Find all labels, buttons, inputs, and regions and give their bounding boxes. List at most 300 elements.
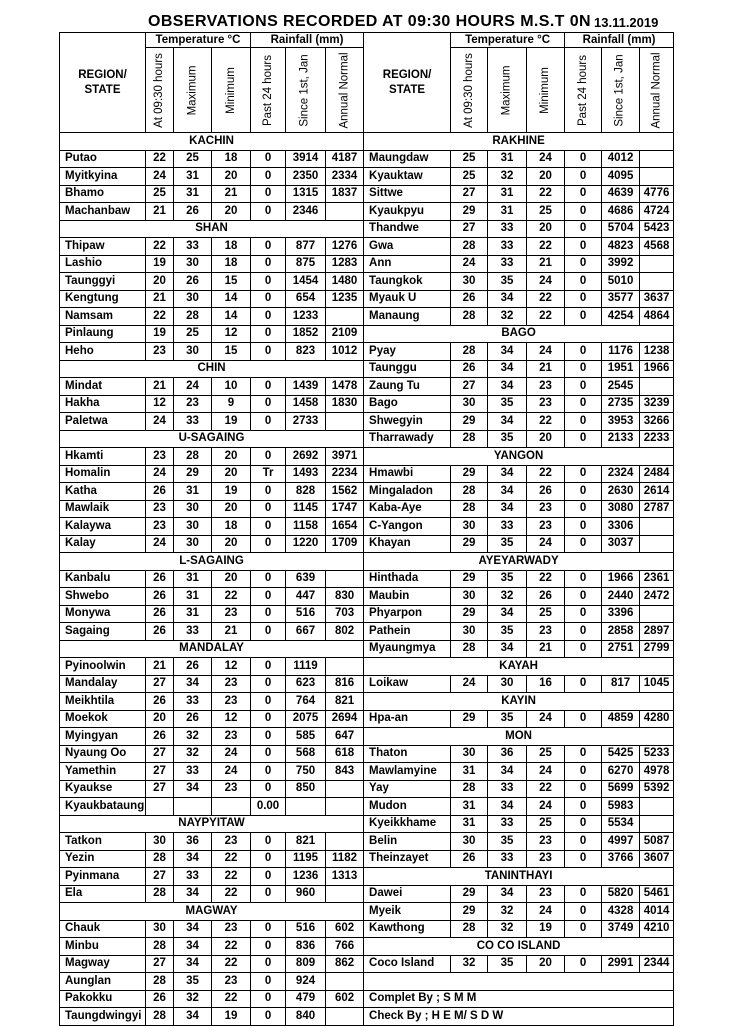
header-row-groups: [60, 33, 674, 48]
station-value: 35: [488, 833, 527, 851]
station-value: Tr: [251, 465, 286, 483]
station-value: [326, 833, 364, 851]
station-value: 2484: [640, 465, 674, 483]
station-value: 9: [212, 395, 251, 413]
station-name: Homalin: [60, 465, 146, 483]
station-value: 22: [212, 588, 251, 606]
station-name: Kawthong: [364, 920, 451, 938]
station-value: 20: [212, 168, 251, 186]
station-value: 602: [326, 920, 364, 938]
station-value: 0: [251, 570, 286, 588]
table-row: [60, 605, 674, 623]
station-name: Ann: [364, 255, 451, 273]
station-value: [640, 798, 674, 816]
station-value: 27: [451, 220, 488, 238]
station-value: 33: [488, 850, 527, 868]
station-name: Paletwa: [60, 413, 146, 431]
station-value: 25: [527, 815, 565, 833]
station-value: 25: [174, 325, 212, 343]
station-value: 24: [212, 745, 251, 763]
station-name: Kengtung: [60, 290, 146, 308]
station-name: Kyauktaw: [364, 168, 451, 186]
station-name: Mindat: [60, 378, 146, 396]
station-value: 24: [527, 535, 565, 553]
station-value: [212, 798, 251, 816]
station-value: 1493: [286, 465, 326, 483]
station-value: 23: [212, 920, 251, 938]
station-name: Taungdwingyi: [60, 1008, 146, 1026]
station-value: 29: [451, 465, 488, 483]
station-value: 2787: [640, 500, 674, 518]
station-value: 31: [174, 605, 212, 623]
station-value: 1480: [326, 273, 364, 291]
station-value: 33: [174, 763, 212, 781]
station-value: [640, 378, 674, 396]
station-value: 30: [451, 588, 488, 606]
table-row: [60, 483, 674, 501]
station-value: 34: [174, 920, 212, 938]
station-name: Kyaukbataung: [60, 798, 146, 816]
station-value: 0: [565, 413, 602, 431]
station-value: 25: [527, 605, 565, 623]
table-row: [60, 728, 674, 746]
station-value: 31: [174, 185, 212, 203]
station-name: Pathein: [364, 623, 451, 641]
table-row: [60, 868, 674, 886]
station-value: 0: [565, 360, 602, 378]
station-value: 0: [565, 483, 602, 501]
station-value: 0: [565, 150, 602, 168]
station-value: 32: [488, 588, 527, 606]
station-value: 30: [174, 290, 212, 308]
table-row: [60, 255, 674, 273]
station-name: Kalaywa: [60, 518, 146, 536]
station-value: 31: [451, 763, 488, 781]
station-value: 4568: [640, 238, 674, 256]
station-value: 31: [451, 815, 488, 833]
table-row: [60, 658, 674, 676]
station-value: 4724: [640, 203, 674, 221]
table-row: [60, 938, 674, 956]
station-value: 0: [565, 675, 602, 693]
station-name: Coco Island: [364, 955, 451, 973]
station-value: 766: [326, 938, 364, 956]
station-name: Taunggu: [364, 360, 451, 378]
station-value: 22: [527, 238, 565, 256]
station-value: 23: [174, 395, 212, 413]
station-value: 29: [451, 570, 488, 588]
station-value: 30: [451, 745, 488, 763]
station-value: 6270: [602, 763, 640, 781]
report-date: 13.11.2019: [594, 15, 659, 30]
station-value: 27: [451, 185, 488, 203]
station-value: 30: [174, 518, 212, 536]
station-value: 25: [527, 203, 565, 221]
station-value: 25: [451, 150, 488, 168]
station-value: 0: [565, 605, 602, 623]
signature-line: Complet By ; S M M: [364, 990, 674, 1008]
station-name: Khayan: [364, 535, 451, 553]
station-value: 34: [488, 378, 527, 396]
table-row: [60, 973, 674, 991]
station-value: 24: [527, 343, 565, 361]
station-value: 0: [565, 203, 602, 221]
blank-cell: [364, 973, 674, 991]
station-name: Myingyan: [60, 728, 146, 746]
station-name: Gwa: [364, 238, 451, 256]
station-value: 0: [251, 518, 286, 536]
table-row: [60, 955, 674, 973]
station-value: 34: [488, 500, 527, 518]
station-name: Bhamo: [60, 185, 146, 203]
station-value: 0: [565, 588, 602, 606]
station-value: 14: [212, 308, 251, 326]
station-name: Kyaukpyu: [364, 203, 451, 221]
station-value: 31: [451, 798, 488, 816]
station-value: 24: [527, 710, 565, 728]
station-value: 34: [488, 360, 527, 378]
station-value: 26: [146, 728, 174, 746]
region-group-header: NAYPYITAW: [60, 815, 364, 833]
station-value: 0: [251, 763, 286, 781]
table-row: [60, 763, 674, 781]
station-value: 5010: [602, 273, 640, 291]
region-group-header: TANINTHAYI: [364, 868, 674, 886]
station-value: 29: [451, 885, 488, 903]
station-value: 24: [146, 168, 174, 186]
station-value: [640, 273, 674, 291]
station-value: 862: [326, 955, 364, 973]
table-row: [60, 360, 674, 378]
station-value: 24: [212, 763, 251, 781]
station-value: 22: [527, 413, 565, 431]
station-value: 0: [565, 168, 602, 186]
station-value: 23: [527, 885, 565, 903]
station-value: 26: [174, 658, 212, 676]
station-value: 0: [565, 273, 602, 291]
station-value: 26: [146, 990, 174, 1008]
station-value: 4997: [602, 833, 640, 851]
station-value: 2440: [602, 588, 640, 606]
table-row: [60, 290, 674, 308]
station-value: 0: [251, 255, 286, 273]
station-value: 0: [251, 185, 286, 203]
station-value: 35: [488, 623, 527, 641]
station-value: 3953: [602, 413, 640, 431]
station-value: 5423: [640, 220, 674, 238]
left-col-header: Maximum: [174, 48, 212, 133]
station-value: 2334: [326, 168, 364, 186]
station-value: 33: [174, 413, 212, 431]
station-value: 26: [174, 273, 212, 291]
station-value: 24: [527, 150, 565, 168]
station-value: 15: [212, 273, 251, 291]
station-value: 22: [212, 938, 251, 956]
station-value: 31: [488, 150, 527, 168]
station-value: 0: [251, 588, 286, 606]
station-value: 0: [565, 780, 602, 798]
station-value: 30: [146, 833, 174, 851]
station-value: 0: [565, 465, 602, 483]
table-row: [60, 150, 674, 168]
station-value: 3637: [640, 290, 674, 308]
station-value: 0: [251, 150, 286, 168]
station-value: 34: [488, 413, 527, 431]
station-value: 1195: [286, 850, 326, 868]
station-value: 3577: [602, 290, 640, 308]
station-value: 3914: [286, 150, 326, 168]
station-value: [640, 535, 674, 553]
station-name: Pyinoolwin: [60, 658, 146, 676]
station-value: 2472: [640, 588, 674, 606]
station-value: 34: [488, 465, 527, 483]
station-value: 0: [251, 920, 286, 938]
station-value: 0: [251, 500, 286, 518]
station-value: 0: [565, 745, 602, 763]
station-value: 840: [286, 1008, 326, 1026]
station-value: [326, 885, 364, 903]
station-value: 2234: [326, 465, 364, 483]
station-value: 33: [174, 693, 212, 711]
station-value: 27: [146, 763, 174, 781]
observations-table: [59, 32, 674, 1026]
station-value: 20: [212, 448, 251, 466]
station-value: 0: [565, 378, 602, 396]
station-value: 0: [565, 430, 602, 448]
station-value: 26: [451, 290, 488, 308]
station-value: 0: [565, 255, 602, 273]
station-value: 5392: [640, 780, 674, 798]
station-value: 19: [212, 413, 251, 431]
station-value: 34: [174, 1008, 212, 1026]
station-value: 32: [488, 308, 527, 326]
station-value: 23: [212, 833, 251, 851]
station-value: 33: [488, 815, 527, 833]
station-value: 15: [212, 343, 251, 361]
station-value: [640, 255, 674, 273]
station-value: 20: [146, 273, 174, 291]
station-value: 802: [326, 623, 364, 641]
station-value: 1709: [326, 535, 364, 553]
station-value: 0: [565, 290, 602, 308]
station-name: Thandwe: [364, 220, 451, 238]
station-value: 2075: [286, 710, 326, 728]
rainfall-header-left: Rainfall (mm): [251, 33, 364, 48]
station-value: 22: [527, 308, 565, 326]
station-value: 21: [527, 640, 565, 658]
station-value: [174, 798, 212, 816]
station-value: 2324: [602, 465, 640, 483]
station-value: 24: [527, 273, 565, 291]
station-name: Mandalay: [60, 675, 146, 693]
station-value: 0: [251, 378, 286, 396]
station-value: 19: [146, 325, 174, 343]
station-name: Putao: [60, 150, 146, 168]
station-name: Shwegyin: [364, 413, 451, 431]
station-name: Chauk: [60, 920, 146, 938]
station-value: 35: [488, 710, 527, 728]
station-value: 0: [565, 343, 602, 361]
station-name: Mudon: [364, 798, 451, 816]
station-value: 1562: [326, 483, 364, 501]
station-value: 4639: [602, 185, 640, 203]
left-col-header: Annual Normal: [326, 48, 364, 133]
station-value: 2858: [602, 623, 640, 641]
station-value: 1654: [326, 518, 364, 536]
station-name: Taungkok: [364, 273, 451, 291]
station-value: 23: [146, 448, 174, 466]
station-value: 0: [251, 1008, 286, 1026]
station-value: 23: [527, 518, 565, 536]
table-row: [60, 1008, 674, 1026]
station-value: 1119: [286, 658, 326, 676]
station-name: Sagaing: [60, 623, 146, 641]
station-value: 1830: [326, 395, 364, 413]
station-value: 30: [451, 273, 488, 291]
station-value: 1236: [286, 868, 326, 886]
station-value: 2751: [602, 640, 640, 658]
station-value: 23: [212, 780, 251, 798]
station-value: 36: [174, 833, 212, 851]
station-value: 20: [212, 570, 251, 588]
station-value: 0: [565, 570, 602, 588]
station-value: 4823: [602, 238, 640, 256]
station-value: 34: [488, 640, 527, 658]
station-value: 3992: [602, 255, 640, 273]
station-value: 26: [146, 693, 174, 711]
station-value: 28: [174, 448, 212, 466]
station-value: 654: [286, 290, 326, 308]
station-value: 0: [565, 815, 602, 833]
station-value: 22: [146, 308, 174, 326]
station-value: 2991: [602, 955, 640, 973]
station-value: 33: [488, 220, 527, 238]
table-row: [60, 203, 674, 221]
station-value: 20: [146, 710, 174, 728]
station-value: 19: [212, 1008, 251, 1026]
station-value: 12: [212, 658, 251, 676]
station-value: 19: [146, 255, 174, 273]
station-value: 32: [488, 903, 527, 921]
station-value: 0: [251, 273, 286, 291]
station-value: 23: [146, 500, 174, 518]
station-value: 0: [565, 903, 602, 921]
station-value: 32: [174, 990, 212, 1008]
region-group-header: RAKHINE: [364, 133, 674, 151]
station-value: 19: [212, 483, 251, 501]
station-name: Moekok: [60, 710, 146, 728]
station-value: 0: [251, 693, 286, 711]
station-value: 30: [174, 500, 212, 518]
station-value: 23: [527, 850, 565, 868]
station-value: 10: [212, 378, 251, 396]
station-name: Namsam: [60, 308, 146, 326]
station-value: 5461: [640, 885, 674, 903]
station-value: 3749: [602, 920, 640, 938]
station-value: 33: [174, 238, 212, 256]
table-row: [60, 325, 674, 343]
station-value: 0: [251, 710, 286, 728]
station-value: 2133: [602, 430, 640, 448]
table-row: [60, 133, 674, 151]
station-value: 23: [146, 518, 174, 536]
station-name: Ela: [60, 885, 146, 903]
station-value: 0: [565, 518, 602, 536]
station-value: 0: [251, 308, 286, 326]
station-value: 0: [565, 955, 602, 973]
station-value: 4776: [640, 185, 674, 203]
station-value: 33: [488, 780, 527, 798]
station-value: 31: [174, 168, 212, 186]
region-group-header: YANGON: [364, 448, 674, 466]
station-value: 21: [212, 623, 251, 641]
station-value: 0: [251, 395, 286, 413]
station-value: 1313: [326, 868, 364, 886]
station-value: 22: [146, 238, 174, 256]
station-value: 32: [174, 728, 212, 746]
station-value: 22: [527, 780, 565, 798]
region-group-header: AYEYARWADY: [364, 553, 674, 571]
station-name: Theinzayet: [364, 850, 451, 868]
station-value: 22: [212, 990, 251, 1008]
region-header-right: REGION/ STATE: [364, 33, 451, 133]
table-row: [60, 640, 674, 658]
table-row: [60, 798, 674, 816]
station-value: 28: [451, 640, 488, 658]
station-value: 4864: [640, 308, 674, 326]
station-name: Yay: [364, 780, 451, 798]
station-value: 35: [488, 535, 527, 553]
station-value: 28: [146, 850, 174, 868]
station-value: 2233: [640, 430, 674, 448]
station-value: 2733: [286, 413, 326, 431]
station-name: Kyeikkhame: [364, 815, 451, 833]
station-value: 0: [565, 763, 602, 781]
region-group-header: CO CO ISLAND: [364, 938, 674, 956]
table-row: [60, 395, 674, 413]
station-value: 0: [565, 850, 602, 868]
station-value: 26: [451, 850, 488, 868]
station-value: 0: [251, 850, 286, 868]
station-value: 3396: [602, 605, 640, 623]
station-value: 23: [527, 833, 565, 851]
station-name: Kalay: [60, 535, 146, 553]
station-value: 3037: [602, 535, 640, 553]
station-value: 0: [565, 308, 602, 326]
station-value: 4012: [602, 150, 640, 168]
station-value: 1837: [326, 185, 364, 203]
station-value: 0: [251, 448, 286, 466]
station-value: 750: [286, 763, 326, 781]
station-value: 20: [527, 955, 565, 973]
station-value: 0: [251, 343, 286, 361]
station-value: 26: [146, 605, 174, 623]
station-value: 34: [488, 483, 527, 501]
station-value: 20: [212, 465, 251, 483]
station-value: 1283: [326, 255, 364, 273]
station-value: 18: [212, 238, 251, 256]
station-name: Sittwe: [364, 185, 451, 203]
station-value: 21: [146, 290, 174, 308]
station-name: Yezin: [60, 850, 146, 868]
station-value: 5983: [602, 798, 640, 816]
station-name: Myitkyina: [60, 168, 146, 186]
station-value: [146, 798, 174, 816]
station-value: 1158: [286, 518, 326, 536]
station-value: 20: [212, 535, 251, 553]
table-row: [60, 413, 674, 431]
station-value: 34: [174, 850, 212, 868]
